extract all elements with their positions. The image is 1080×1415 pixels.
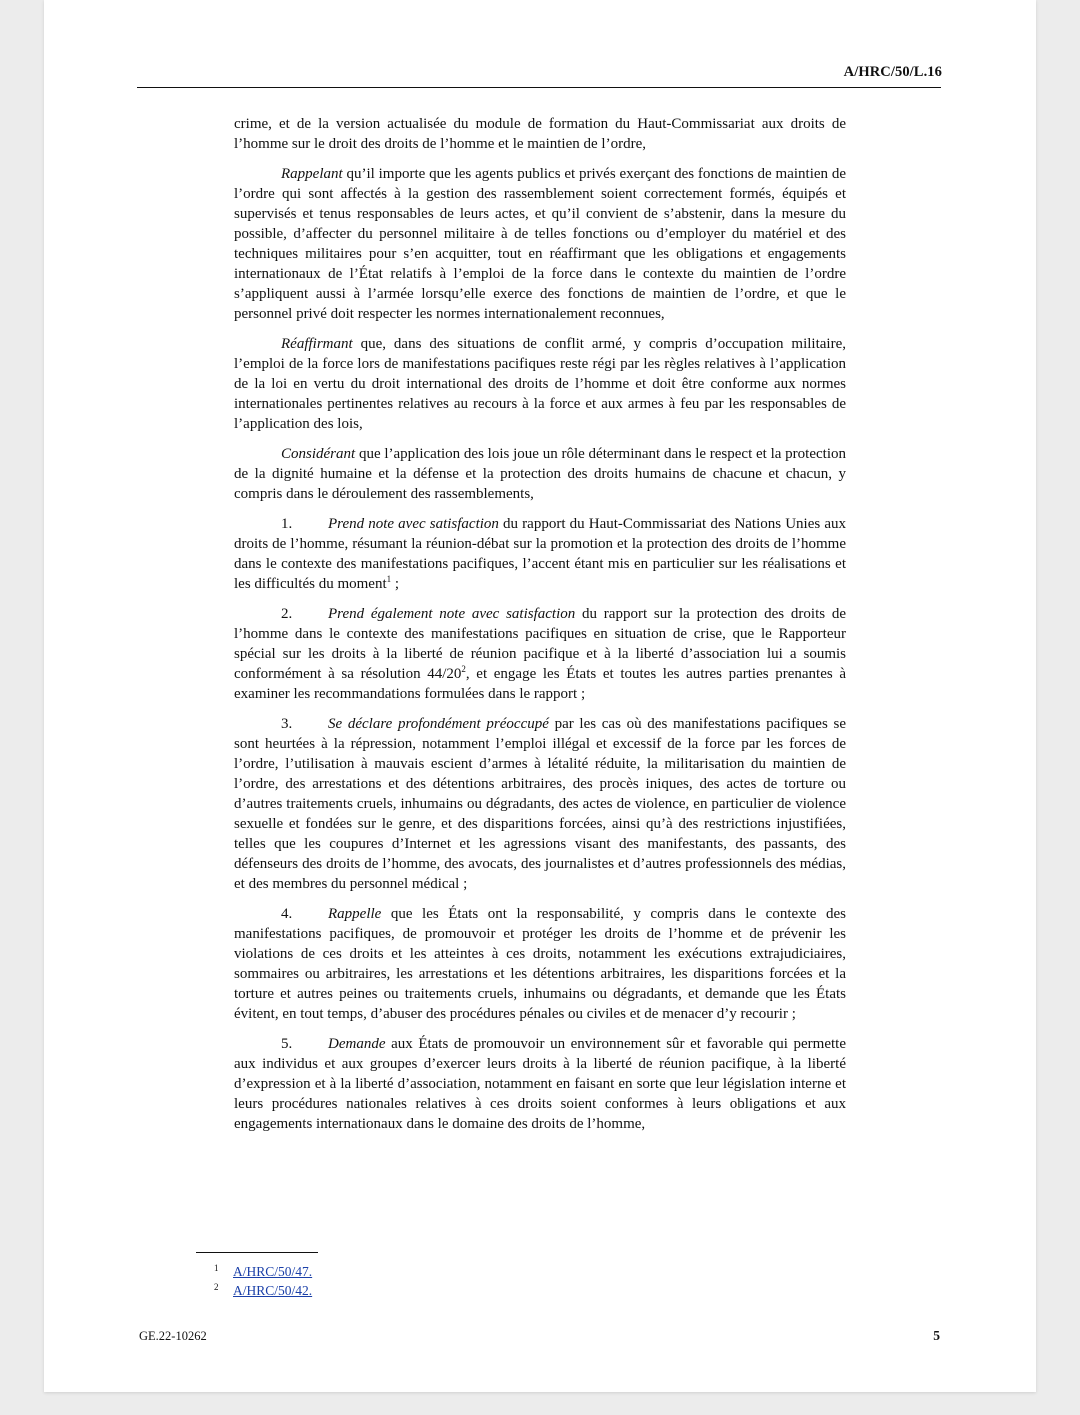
operative-paragraph-1: 1. Prend note avec satisfaction du rapport du Haut-Commissariat des Nations Unies aux droits de l’homme, résumant la réunion-débat sur la promotion et la protection des droits de l’homme dans le contexte des manifestations pacifiques, l’accent étant mis en particulier sur les réalisations et les difficultés du moment$^1$ ; <box>234 516 846 592</box>
preamble-paragraph-considerant: Considérant que l’application des lois joue un rôle déterminant dans le respect et la protection de la dignité humaine et la défense et la protection des droits humains de chacune et chacun, y compris dans le déroulement des rassemblements, <box>234 446 846 502</box>
footnote-item <box>214 1262 312 1281</box>
preamble-paragraph-rappelant: Rappelant qu’il importe que les agents publics et privés exerçant des fonctions de maintien de l’ordre qui sont affectés à la gestion des rassemblement soient correctement formés, équipés et supervisés et tenus responsables de leurs actes, et qu’il convient de s’abstenir, dans la mesure du possible, d’affecter du personnel militaire à de telles fonctions ou d’employer du matériel et des techniques militaires pour s’en acquitter, tout en réaffirmant que les obligations et engagements internationaux de l’État relatifs à l’emploi de la force dans le contexte du maintien de l’ordre s’appliquent aussi à l’armée lorsqu’elle exerce des fonctions de maintien de l’ordre, et que le personnel privé doit respecter les normes internationalement reconnues, <box>234 166 846 322</box>
operative-paragraph-4: 4. Rappelle que les États ont la responsabilité, y compris dans le contexte des manifestations pacifiques, de promouvoir et protéger les droits de l’homme et de prévenir les violations de ces droits et les atteintes à ces droits, notamment les exécutions extrajudiciaires, sommaires ou arbitraires, les arrestations et les détentions arbitraires, les disparitions forcées et la torture et autres peines ou traitements cruels, inhumains ou dégradants, et demande que les États évitent, en tout temps, d’abuser des procédures pénales ou civiles et de menacer d’y recourir ; <box>234 906 846 1022</box>
lead-phrase: Rappelle <box>328 906 382 922</box>
footnote-ref[interactable]: 2 <box>461 664 466 674</box>
lead-phrase: Réaffirmant <box>281 336 353 352</box>
paragraph-number: 3. <box>281 716 293 732</box>
operative-paragraph-3: 3. Se déclare profondément préoccupé par les cas où des manifestations pacifiques se sont heurtées à la répression, notamment l’emploi illégal et excessif de la force par les forces de l’ordre, l’utilisation à mauvais escient d’armes à létalité réduite, la militarisation du maintien de l’ordre, des arrestations et des détentions arbitraires, des procès iniques, des actes de torture ou d’autres traitements cruels, inhumains ou dégradants, des actes de violence, en particulier de violence sexuelle et fondées sur le genre, et des disparitions forcées, ainsi qu’à des restrictions injustifiées, telles que les coupures d’Internet et les agressions visant des manifestants, des passants, des défenseurs des droits de l’homme, des avocats, des journalistes et d’autres professionnels des médias, et des membres du personnel médical ; <box>234 716 846 892</box>
footnote-link[interactable]: A/HRC/50/47. <box>233 1264 313 1279</box>
header-rule <box>137 87 941 88</box>
operative-paragraph-2: 2. Prend également note avec satisfaction du rapport sur la protection des droits de l’homme dans le contexte des manifestations pacifiques en situation de crise, que le Rapporteur spécial sur les droits à la liberté de réunion pacifique et à la liberté d’association lui a soumis conformément à sa résolution $44/20^2$, et engage les États et toutes les autres parties prenantes à examiner les recommandations formulées dans le rapport ; <box>234 606 847 702</box>
footnote-mark: 1 <box>214 1263 219 1273</box>
footnotes <box>214 1262 312 1300</box>
lead-phrase: Considérant <box>281 446 356 462</box>
lead-phrase: Prend également note avec satisfaction <box>328 606 576 622</box>
preamble-paragraph-reaffirmant: Réaffirmant que, dans des situations de conflit armé, y compris d’occupation militaire, l’emploi de la force lors de manifestations pacifiques reste régi par les règles relatives à l’application de la loi en vertu du droit international des droits de l’homme et doit être conforme aux normes internationales pertinentes relatives au recours à la force et aux armes à feu par les responsables de l’application des lois, <box>234 336 846 432</box>
page-number: 5 <box>933 1328 940 1343</box>
lead-phrase: Demande <box>328 1036 386 1052</box>
paragraph-number: 4. <box>281 906 293 922</box>
body-text <box>234 114 846 1144</box>
job-number: GE.22-10262 <box>139 1329 207 1343</box>
operative-paragraph-5: 5. Demande aux États de promouvoir un environnement sûr et favorable qui permette aux individus et aux groupes d’exercer leurs droits à la liberté de réunion pacifique, à la liberté d’expression et à la liberté d’association, notamment en faisant en sorte que leur législation interne et leurs procédures nationales relatives à ces droits soient conformes à leurs obligations et aux engagements internationaux dans le domaine des droits de l’homme, <box>234 1036 846 1132</box>
paragraph-number: 1. <box>281 516 293 532</box>
paragraph-number: 5. <box>281 1036 293 1052</box>
lead-phrase: Se déclare profondément préoccupé <box>328 716 549 732</box>
document-symbol: A/HRC/50/L.16 <box>843 64 942 80</box>
document-page <box>44 0 1036 1392</box>
footnote-link[interactable]: A/HRC/50/42. <box>233 1283 313 1298</box>
lead-phrase: Rappelant <box>281 166 343 182</box>
footnote-rule <box>196 1252 318 1253</box>
lead-phrase: Prend note avec satisfaction <box>328 516 499 532</box>
footnote-ref[interactable]: 1 <box>386 574 392 584</box>
paragraph-number: 2. <box>281 606 293 622</box>
footnote-item <box>214 1281 312 1300</box>
paragraph-continuation: crime, et de la version actualisée du module de formation du Haut-Commissariat aux droits de l’homme sur le droit des droits de l’homme et le maintien de l’ordre, <box>234 116 846 152</box>
footnote-mark: 2 <box>214 1282 219 1292</box>
